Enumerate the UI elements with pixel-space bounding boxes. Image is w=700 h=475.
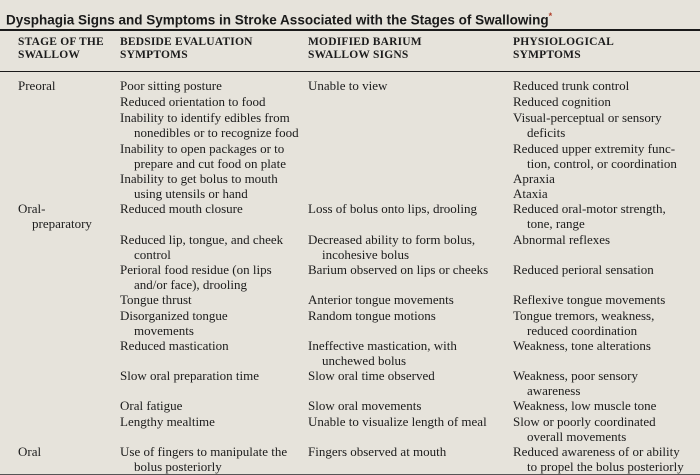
header-mbs: MODIFIED BARIUM SWALLOW SIGNS xyxy=(308,36,422,61)
cell-line: Weakness, tone alterations xyxy=(513,338,651,353)
cell-mbs xyxy=(308,444,504,459)
cell-bedside xyxy=(120,262,298,293)
cell-line: Apraxia xyxy=(513,171,555,186)
title-footnote-mark: * xyxy=(548,11,553,21)
cell-line: Unable to view xyxy=(308,78,388,93)
cell-bedside xyxy=(120,368,298,383)
cell-line: prepare and cut food on plate xyxy=(134,156,286,172)
cell-phys xyxy=(513,94,699,109)
cell-line: tone, range xyxy=(527,216,585,232)
cell-line: Weakness, low muscle tone xyxy=(513,398,657,413)
cell-line: incohesive bolus xyxy=(322,247,410,263)
cell-line: Unable to visualize length of meal xyxy=(308,414,487,429)
cell-line: Slow oral time observed xyxy=(308,368,435,383)
cell-phys xyxy=(513,141,699,172)
cell-line: Inability to get bolus to mouth xyxy=(120,171,278,186)
cell-bedside xyxy=(120,444,298,475)
cell-line: Reduced trunk control xyxy=(513,78,630,93)
header-stage: STAGE OF THE SWALLOW xyxy=(18,36,104,61)
cell-line: Reduced cognition xyxy=(513,94,611,109)
cell-stage xyxy=(18,201,118,232)
cell-line: deficits xyxy=(527,125,566,141)
cell-line: Reduced lip, tongue, and cheek xyxy=(120,232,284,247)
cell-line: Tongue tremors, weakness, xyxy=(513,308,655,323)
cell-line: Use of fingers to manipulate the xyxy=(120,444,288,459)
header-physiological: PHYSIOLOGICAL SYMPTOMS xyxy=(513,36,615,61)
cell-phys xyxy=(513,232,699,247)
cell-mbs xyxy=(308,232,504,263)
cell-line: reduced coordination xyxy=(527,323,638,339)
cell-bedside xyxy=(120,414,298,429)
cell-mbs xyxy=(308,414,504,429)
cell-line: Reduced mastication xyxy=(120,338,229,353)
cell-phys xyxy=(513,308,699,339)
cell-phys xyxy=(513,110,699,141)
cell-bedside xyxy=(120,78,298,93)
cell-line: Disorganized tongue xyxy=(120,308,228,323)
cell-line: Reduced upper extremity func- xyxy=(513,141,676,156)
cell-mbs xyxy=(308,338,504,369)
cell-line: Ineffective mastication, with xyxy=(308,338,457,353)
cell-line: bolus posteriorly xyxy=(134,459,222,475)
cell-line: Weakness, poor sensory xyxy=(513,368,638,383)
cell-phys xyxy=(513,262,699,277)
cell-line: overall movements xyxy=(527,429,627,445)
cell-phys xyxy=(513,368,699,399)
cell-line: Decreased ability to form bolus, xyxy=(308,232,476,247)
cell-line: control xyxy=(134,247,171,263)
cell-line: awareness xyxy=(527,383,581,399)
cell-line: Visual-perceptual or sensory xyxy=(513,110,662,125)
cell-bedside xyxy=(120,338,298,353)
cell-line: Reduced awareness of or ability xyxy=(513,444,680,459)
cell-phys xyxy=(513,292,699,307)
cell-line: Perioral food residue (on lips xyxy=(120,262,272,277)
cell-bedside xyxy=(120,292,298,307)
cell-mbs xyxy=(308,292,504,307)
cell-line: Lengthy mealtime xyxy=(120,414,215,429)
cell-bedside xyxy=(120,308,298,339)
cell-line: Reduced oral-motor strength, xyxy=(513,201,666,216)
top-rule xyxy=(0,29,700,31)
cell-bedside xyxy=(120,398,298,413)
cell-line: Reduced perioral sensation xyxy=(513,262,654,277)
cell-stage xyxy=(18,78,118,93)
cell-line: Inability to open packages or to xyxy=(120,141,285,156)
cell-line: Reduced mouth closure xyxy=(120,201,243,216)
cell-bedside xyxy=(120,201,298,216)
cell-bedside xyxy=(120,110,298,141)
cell-stage xyxy=(18,444,118,459)
cell-line: using utensils or hand xyxy=(134,186,248,202)
cell-bedside xyxy=(120,94,298,109)
cell-phys xyxy=(513,444,699,475)
cell-phys xyxy=(513,78,699,93)
cell-mbs xyxy=(308,201,504,216)
cell-phys xyxy=(513,414,699,445)
cell-line: Reflexive tongue movements xyxy=(513,292,666,307)
cell-mbs xyxy=(308,308,504,323)
cell-phys xyxy=(513,398,699,413)
cell-bedside xyxy=(120,141,298,172)
cell-line: Tongue thrust xyxy=(120,292,192,307)
cell-line: Oral xyxy=(18,444,42,459)
cell-mbs xyxy=(308,262,504,277)
cell-line: Inability to identify edibles from xyxy=(120,110,290,125)
cell-mbs xyxy=(308,398,504,413)
header-rule xyxy=(0,71,700,72)
cell-line: Reduced orientation to food xyxy=(120,94,266,109)
cell-phys xyxy=(513,201,699,232)
cell-mbs xyxy=(308,368,504,383)
cell-line: preparatory xyxy=(32,216,92,232)
cell-mbs xyxy=(308,78,504,93)
cell-line: Slow or poorly coordinated xyxy=(513,414,656,429)
cell-line: tion, control, or coordination xyxy=(527,156,677,172)
cell-line: Random tongue motions xyxy=(308,308,436,323)
cell-bedside xyxy=(120,232,298,263)
cell-line: to propel the bolus posteriorly xyxy=(527,459,684,475)
cell-line: Slow oral preparation time xyxy=(120,368,259,383)
cell-line: Abnormal reflexes xyxy=(513,232,611,247)
cell-line: Preoral xyxy=(18,78,56,93)
table-title-text: Dysphagia Signs and Symptoms in Stroke Associated with the Stages of Swallowing xyxy=(6,12,549,28)
cell-line: nonedibles or to recognize food xyxy=(134,125,299,141)
cell-phys xyxy=(513,171,699,202)
cell-line: unchewed bolus xyxy=(322,353,407,369)
cell-line: Barium observed on lips or cheeks xyxy=(308,262,489,277)
cell-line: Poor sitting posture xyxy=(120,78,222,93)
cell-line: Anterior tongue movements xyxy=(308,292,454,307)
cell-bedside xyxy=(120,171,298,202)
cell-line: Loss of bolus onto lips, drooling xyxy=(308,201,478,216)
cell-line: movements xyxy=(134,323,194,339)
table-title xyxy=(6,5,696,27)
cell-line: Oral- xyxy=(18,201,46,216)
cell-line: Fingers observed at mouth xyxy=(308,444,447,459)
cell-line: and/or face), drooling xyxy=(134,277,247,293)
header-bedside: BEDSIDE EVALUATION SYMPTOMS xyxy=(120,36,253,61)
cell-line: Ataxia xyxy=(513,186,548,202)
cell-line: Slow oral movements xyxy=(308,398,422,413)
cell-phys xyxy=(513,338,699,353)
cell-line: Oral fatigue xyxy=(120,398,183,413)
